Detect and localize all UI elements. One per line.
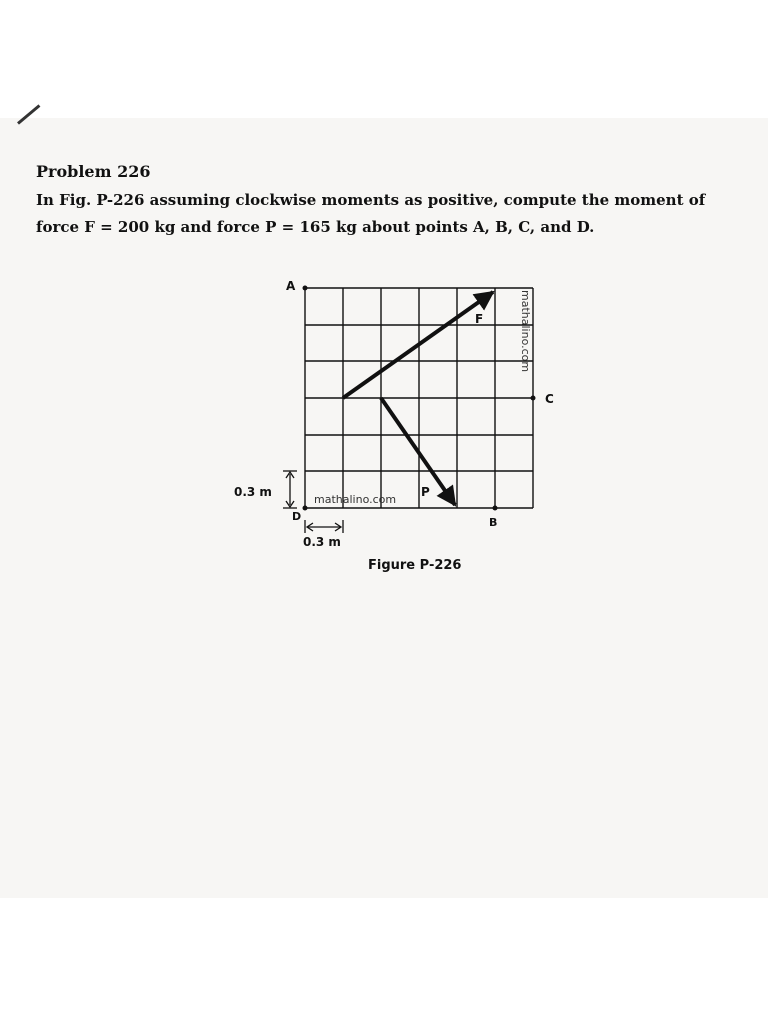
watermark-bottom: mathalino.com [314, 493, 397, 506]
label-f: F [475, 312, 484, 326]
force-f-arrow [343, 292, 493, 398]
problem-title: Problem 226 [36, 162, 151, 181]
horizontal-dimension [305, 520, 343, 533]
label-b: B [489, 516, 498, 529]
label-d: D [292, 510, 302, 523]
dim-horizontal-label: 0.3 m [303, 535, 341, 549]
figure-caption: Figure P-226 [368, 558, 462, 573]
point-a-dot [303, 286, 308, 291]
point-b-dot [493, 506, 498, 511]
label-p: P [421, 485, 430, 499]
point-c-dot [531, 396, 536, 401]
label-c: C [545, 392, 554, 406]
point-d-dot [303, 506, 308, 511]
problem-statement: In Fig. P-226 assuming clockwise moments as positive, compute the moment of force F = 200 kg and force P = 165 kg about points A, B, C, and D. [36, 191, 706, 236]
dim-vertical-label: 0.3 m [234, 485, 272, 499]
force-p-arrow [381, 398, 455, 505]
grid [305, 288, 533, 508]
vertical-dimension [283, 471, 297, 508]
watermark-side: mathalino.com [519, 290, 532, 373]
figure-p226 [220, 270, 580, 560]
label-a: A [286, 279, 296, 293]
